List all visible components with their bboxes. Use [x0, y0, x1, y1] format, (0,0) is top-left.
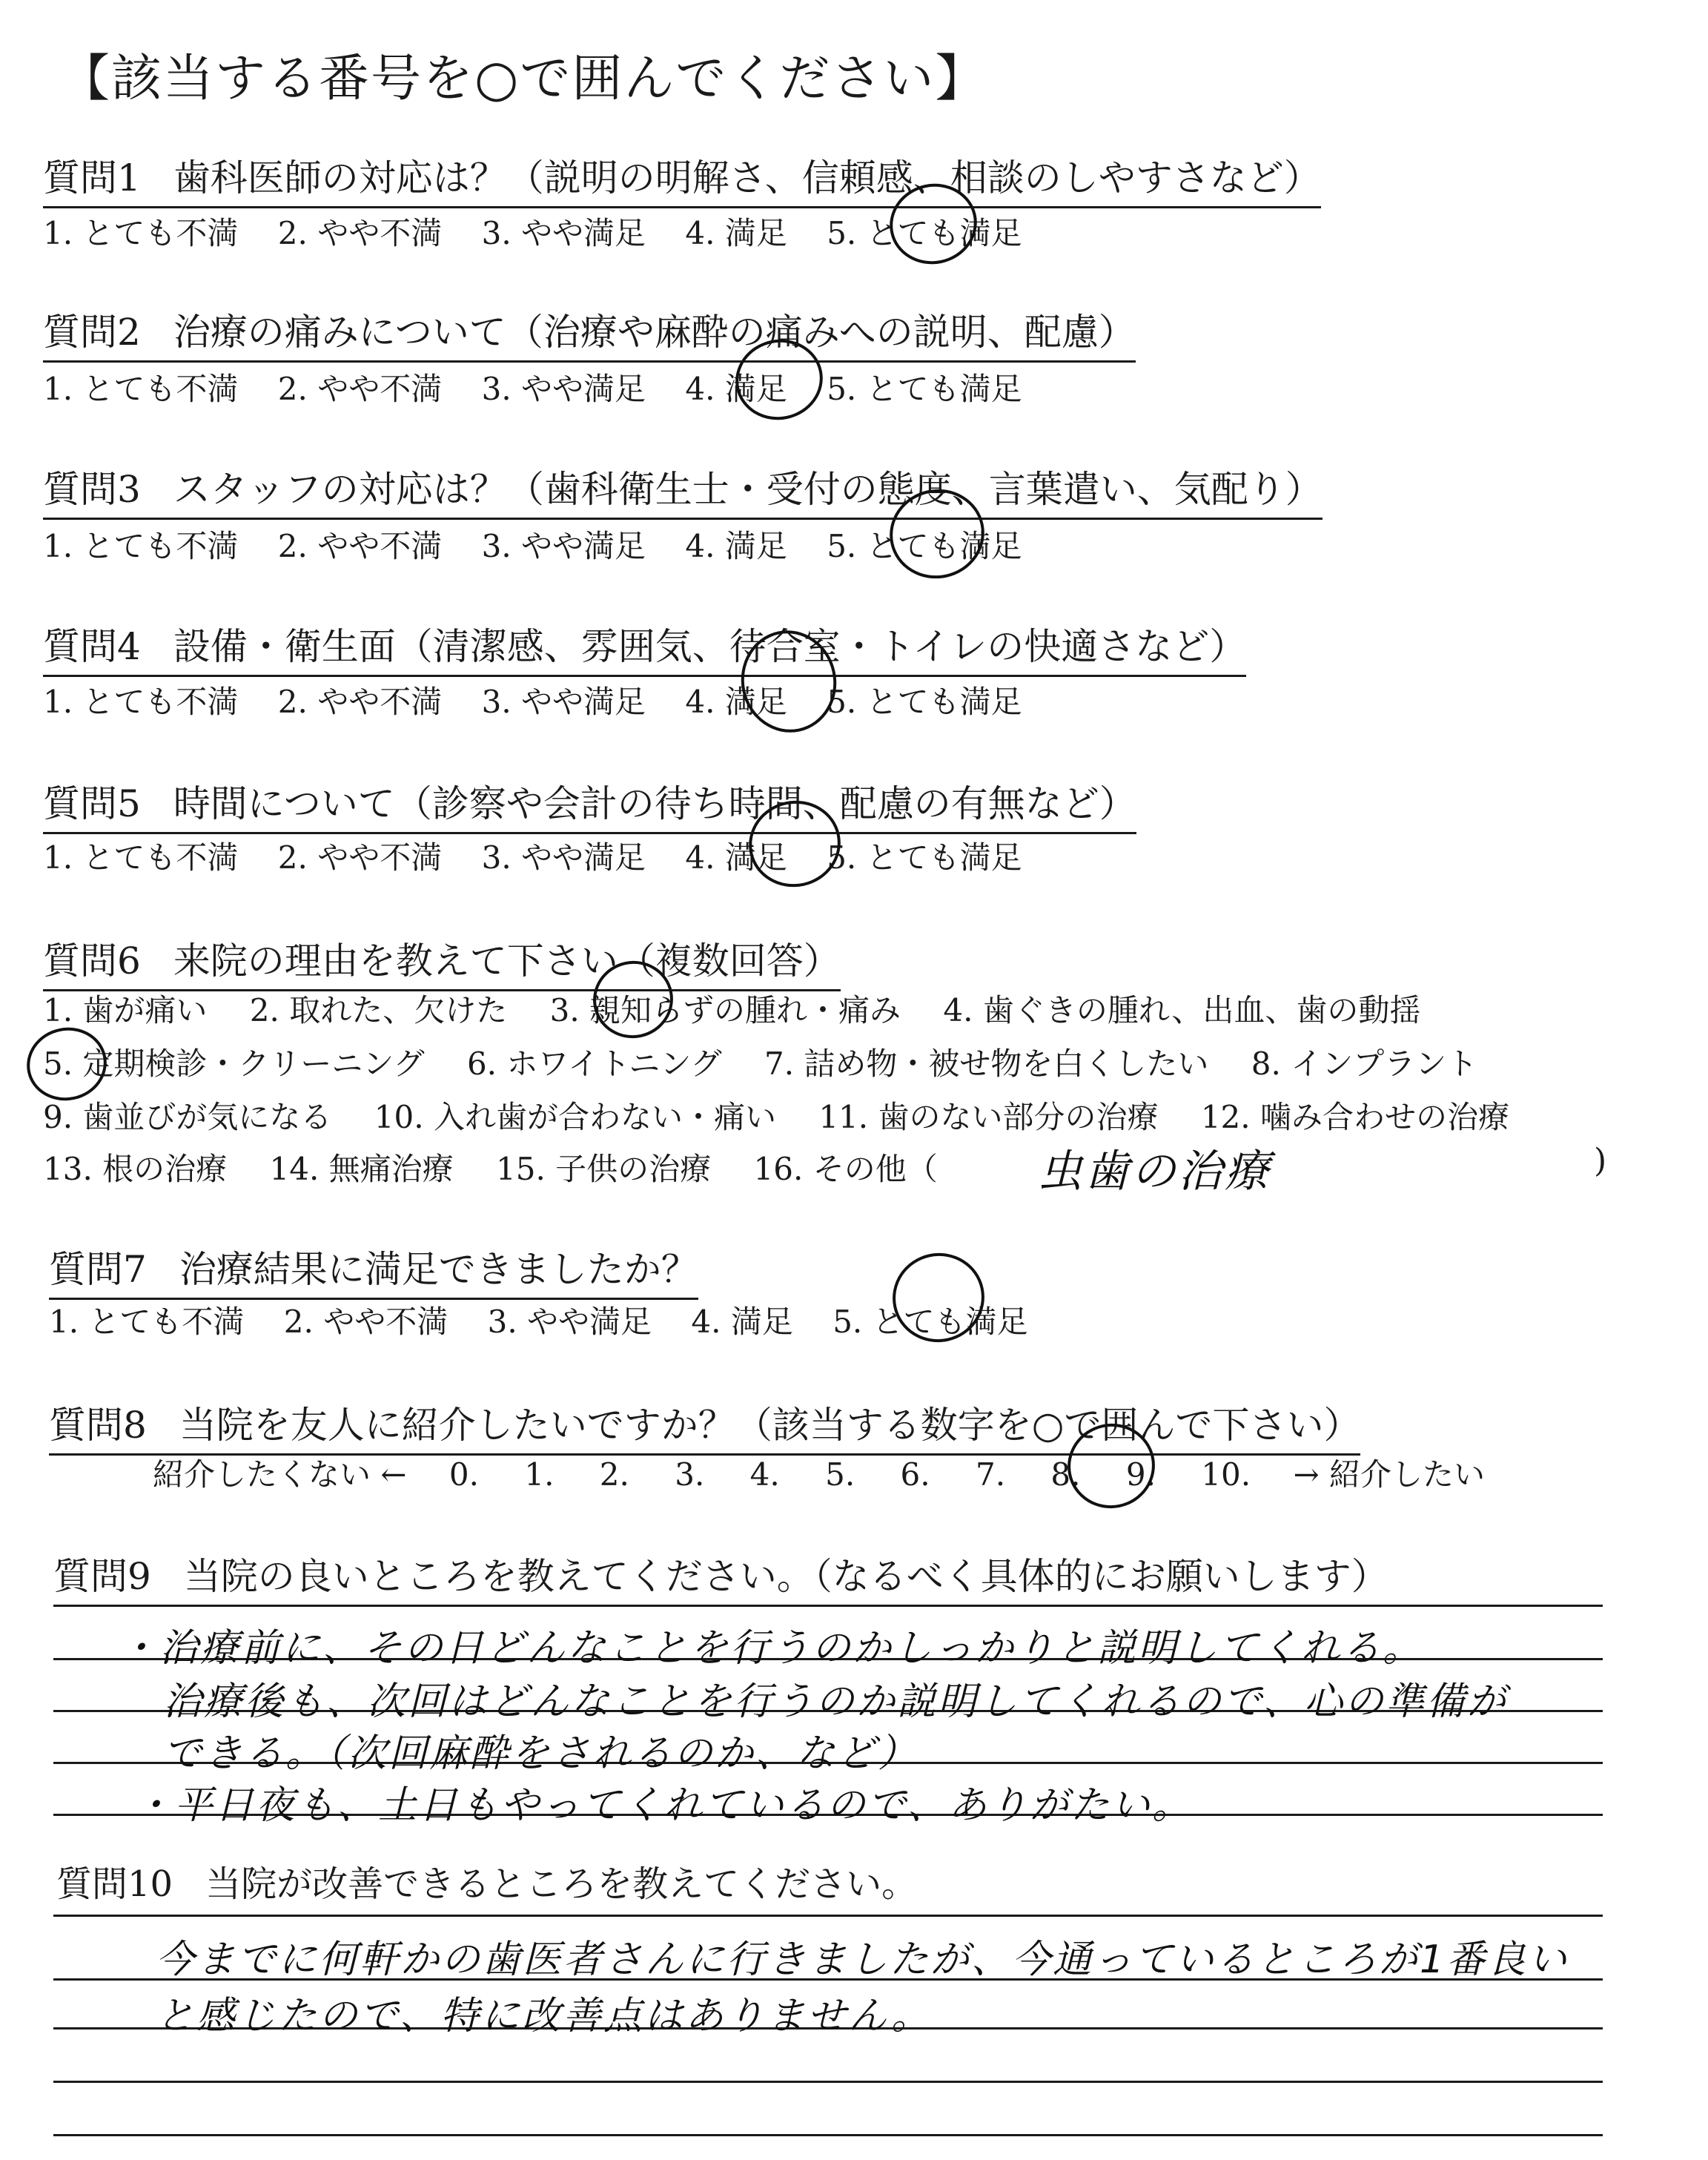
- q7-option-1[interactable]: 1. とても不満: [49, 1304, 245, 1340]
- q7-option-4[interactable]: 4. 満足: [691, 1304, 793, 1340]
- question-3-number: 質問3: [43, 468, 141, 511]
- q3-option-3[interactable]: 3. やや満足: [481, 528, 646, 564]
- question-10-heading: [56, 1855, 917, 1906]
- question-9-text: 当院の良いところを教えてください。（なるべく具体的にお願いします）: [183, 1555, 1388, 1598]
- q8-scale-3[interactable]: 3.: [675, 1456, 705, 1493]
- question-1-options: [43, 209, 1052, 254]
- question-3-text: スタッフの対応は？（歯科衛生士・受付の態度、言葉遣い、気配り）: [173, 468, 1323, 511]
- question-9-number: 質問9: [53, 1555, 151, 1598]
- q6-reason-1[interactable]: 1. 歯が痛い: [43, 992, 208, 1028]
- question-3-options: [43, 522, 1052, 567]
- question-7-heading: [49, 1240, 698, 1300]
- q8-scale-8[interactable]: 8.: [1050, 1456, 1081, 1493]
- question-7-options: [49, 1298, 1058, 1342]
- q10-answer-line-1[interactable]: 今までに何軒かの歯医者さんに行きましたが、今通っているところが1番良い: [156, 1938, 1569, 1982]
- page-title: 【該当する番号を○で囲んでください】: [59, 50, 987, 108]
- q8-scale-6[interactable]: 6.: [900, 1456, 930, 1493]
- q8-scale-2[interactable]: 2.: [599, 1456, 629, 1493]
- q2-option-1[interactable]: 1. とても不満: [43, 371, 239, 407]
- question-5-heading: [43, 774, 1136, 834]
- q6-reason-13[interactable]: 13. 根の治療: [43, 1151, 228, 1187]
- q6-reasons-row-3: [43, 1093, 1542, 1137]
- q8-scale-0[interactable]: 0.: [448, 1456, 479, 1493]
- q6-reason-15[interactable]: 15. 子供の治療: [496, 1151, 712, 1187]
- q8-left-label: 紹介したくない ←: [153, 1456, 407, 1493]
- q3-option-1[interactable]: 1. とても不満: [43, 528, 239, 564]
- question-6-text: 来院の理由を教えて下さい（複数回答）: [173, 939, 841, 982]
- question-4-number: 質問4: [43, 625, 141, 668]
- q6-reasons-row-4: [43, 1145, 970, 1189]
- question-4-heading: [43, 617, 1246, 677]
- q8-scale-9[interactable]: 9.: [1125, 1456, 1156, 1493]
- question-4-options: [43, 678, 1052, 722]
- q6-reason-2[interactable]: 2. 取れた、欠けた: [249, 992, 508, 1028]
- q4-option-4[interactable]: 4. 満足: [685, 684, 787, 720]
- q2-option-4[interactable]: 4. 満足: [685, 371, 787, 407]
- question-4-text: 設備・衛生面（清潔感、雰囲気、待合室・トイレの快適さなど）: [173, 625, 1247, 668]
- question-6-heading: [43, 931, 841, 991]
- question-9-heading: [53, 1547, 1388, 1600]
- question-8-text: 当院を友人に紹介したいですか？（該当する数字を○で囲んで下さい）: [179, 1404, 1361, 1447]
- question-2-options: [43, 365, 1052, 409]
- q6-reason-7[interactable]: 7. 詰め物・被せ物を白くしたい: [764, 1046, 1209, 1082]
- q10-ruled-line-1: [53, 1915, 1603, 1917]
- question-3-heading: [43, 460, 1323, 520]
- q1-option-5[interactable]: 5. とても満足: [827, 215, 1022, 251]
- question-8-heading: [49, 1396, 1360, 1456]
- q1-option-3[interactable]: 3. やや満足: [481, 215, 646, 251]
- question-10-number: 質問10: [56, 1863, 173, 1905]
- q10-answer-line-2[interactable]: と感じたので、特に改善点はありません。: [156, 1994, 933, 2038]
- q6-other-close-paren: ): [1594, 1142, 1607, 1180]
- q6-reason-12[interactable]: 12. 噛み合わせの治療: [1200, 1099, 1509, 1135]
- q2-option-5[interactable]: 5. とても満足: [827, 371, 1022, 407]
- question-1-number: 質問1: [43, 156, 141, 199]
- q7-option-3[interactable]: 3. やや満足: [487, 1304, 652, 1340]
- question-5-options: [43, 833, 1052, 878]
- question-2-text: 治療の痛みについて（治療や麻酔の痛みへの説明、配慮）: [173, 311, 1136, 354]
- question-2-number: 質問2: [43, 311, 141, 354]
- q1-option-4[interactable]: 4. 満足: [685, 215, 787, 251]
- q9-answer-line-2[interactable]: 治療後も、次回はどんなことを行うのか説明してくれるので、心の準備が: [163, 1680, 1508, 1724]
- q6-reason-16[interactable]: 16. その他（: [753, 1151, 938, 1187]
- question-8-number: 質問8: [49, 1404, 147, 1447]
- question-1-heading: [43, 148, 1321, 208]
- q3-option-5[interactable]: 5. とても満足: [827, 528, 1022, 564]
- q6-reason-3[interactable]: 3. 親知らずの腫れ・痛み: [549, 992, 901, 1028]
- q2-option-2[interactable]: 2. やや不満: [277, 371, 443, 407]
- q4-option-2[interactable]: 2. やや不満: [277, 684, 443, 720]
- q10-ruled-line-4: [53, 2081, 1603, 2083]
- q9-ruled-line-1: [53, 1605, 1603, 1607]
- q8-scale-10[interactable]: 10.: [1201, 1456, 1251, 1493]
- question-7-number: 質問7: [49, 1248, 147, 1291]
- q2-option-3[interactable]: 3. やや満足: [481, 371, 646, 407]
- q10-ruled-line-5: [53, 2134, 1603, 2136]
- q1-option-1[interactable]: 1. とても不満: [43, 215, 239, 251]
- q6-reason-10[interactable]: 10. 入れ歯が合わない・痛い: [374, 1099, 776, 1135]
- q1-option-2[interactable]: 2. やや不満: [277, 215, 443, 251]
- question-6-number: 質問6: [43, 939, 141, 982]
- q5-option-2[interactable]: 2. やや不満: [277, 839, 443, 876]
- q9-answer-line-1[interactable]: ・治療前に、その日どんなことを行うのかしっかりと説明してくれる。: [119, 1626, 1424, 1671]
- q6-reason-6[interactable]: 6. ホワイトニング: [466, 1046, 722, 1082]
- question-1-text: 歯科医師の対応は？（説明の明解さ、信頼感、相談のしやすさなど）: [173, 156, 1321, 199]
- q8-scale-row: [153, 1450, 1485, 1495]
- question-10-text: 当院が改善できるところを教えてください。: [205, 1863, 918, 1905]
- q5-option-3[interactable]: 3. やや満足: [481, 839, 646, 876]
- question-5-text: 時間について（診察や会計の待ち時間、配慮の有無など）: [173, 782, 1136, 825]
- q9-answer-line-4[interactable]: ・平日夜も、土日もやってくれているので、ありがたい。: [133, 1783, 1193, 1828]
- q8-right-label: → 紹介したい: [1293, 1456, 1485, 1493]
- q4-option-3[interactable]: 3. やや満足: [481, 684, 646, 720]
- q6-reasons-row-2: [43, 1040, 1510, 1084]
- q6-reason-14[interactable]: 14. 無痛治療: [269, 1151, 454, 1187]
- q6-reason-8[interactable]: 8. インプラント: [1251, 1046, 1478, 1082]
- q5-option-5[interactable]: 5. とても満足: [827, 839, 1022, 876]
- question-2-heading: [43, 303, 1136, 363]
- q4-option-1[interactable]: 1. とても不満: [43, 684, 239, 720]
- q5-option-1[interactable]: 1. とても不満: [43, 839, 239, 876]
- question-5-number: 質問5: [43, 782, 141, 825]
- q5-option-4[interactable]: 4. 満足: [685, 839, 787, 876]
- q6-reason-11[interactable]: 11. 歯のない部分の治療: [818, 1099, 1159, 1135]
- q3-option-2[interactable]: 2. やや不満: [277, 528, 443, 564]
- q6-reason-5[interactable]: 5. 定期検診・クリーニング: [43, 1046, 425, 1082]
- q9-answer-line-3[interactable]: できる。（次回麻酔をされるのか、など）: [163, 1731, 919, 1776]
- q6-reason-4[interactable]: 4. 歯ぐきの腫れ、出血、歯の動揺: [943, 992, 1421, 1028]
- q4-option-5[interactable]: 5. とても満足: [827, 684, 1022, 720]
- q8-scale-1[interactable]: 1.: [524, 1456, 555, 1493]
- q7-option-2[interactable]: 2. やや不満: [283, 1304, 448, 1340]
- q7-option-5[interactable]: 5. とても満足: [833, 1304, 1028, 1340]
- q3-option-4[interactable]: 4. 満足: [685, 528, 787, 564]
- q6-reason-9[interactable]: 9. 歯並びが気になる: [43, 1099, 332, 1135]
- q8-scale-5[interactable]: 5.: [825, 1456, 855, 1493]
- q6-reasons-row-1: [43, 986, 1453, 1031]
- q8-scale-4[interactable]: 4.: [749, 1456, 780, 1493]
- q6-other-answer[interactable]: 虫歯の治療: [1038, 1146, 1271, 1198]
- question-7-text: 治療結果に満足できましたか？: [179, 1248, 698, 1291]
- q8-scale-7[interactable]: 7.: [975, 1456, 1006, 1493]
